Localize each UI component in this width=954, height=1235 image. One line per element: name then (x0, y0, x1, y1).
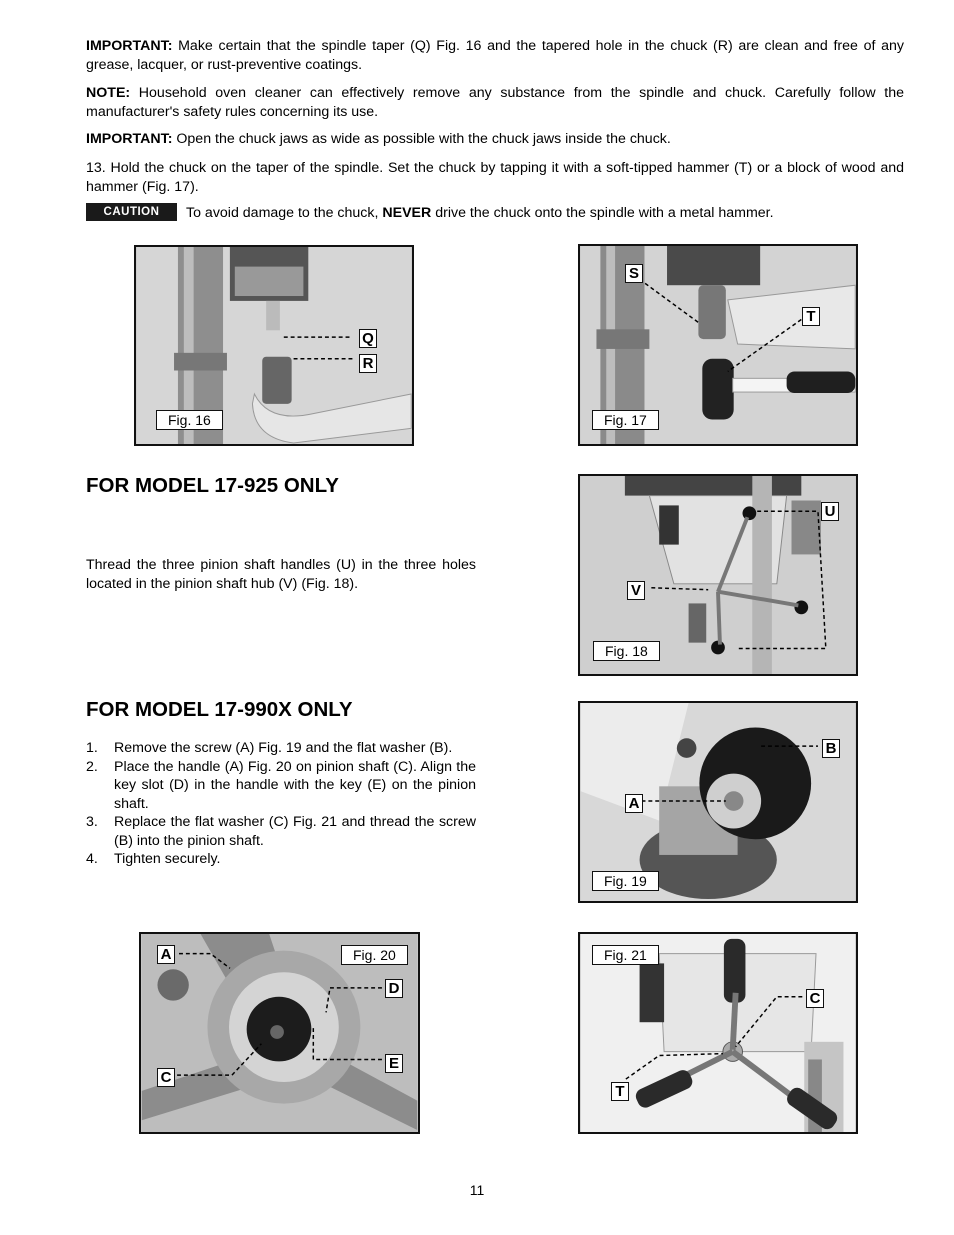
callout-d: D (385, 979, 403, 998)
model-17-990x-heading: FOR MODEL 17-990X ONLY (86, 698, 353, 721)
figure-20-label: Fig. 20 (341, 945, 408, 965)
figure-16-photo (134, 245, 414, 446)
caution-text-before: To avoid damage to the chuck, (186, 205, 383, 221)
caution-text (186, 205, 774, 222)
page-number: 11 (469, 1182, 485, 1198)
callout-u: U (821, 502, 839, 521)
callout-c: C (806, 989, 824, 1008)
figure-19-photo (578, 701, 858, 903)
list-item: 4. Tighten securely. (86, 851, 221, 867)
important-text-2: Open the chuck jaws as wide as possible with the chuck jaws inside the chuck. (172, 131, 671, 147)
caution-never: NEVER (382, 205, 432, 221)
figure-21-label: Fig. 21 (592, 945, 659, 965)
figure-16-label: Fig. 16 (156, 410, 223, 430)
list-item: 2. Place the handle (A) Fig. 20 on pinion shaft (C). Align the key slot (D) in the handle with the key (E) on the pinion shaft. (86, 758, 476, 812)
callout-e: E (385, 1054, 403, 1073)
callout-a: A (157, 945, 175, 964)
important-paragraph-1 (86, 37, 904, 75)
note-text: Household oven cleaner can effectively remove any substance from the spindle and chuck. Carefully follow the manufacturer's safety rules concerning its use. (86, 85, 904, 120)
step-13-paragraph: 13. Hold the chuck on the taper of the spindle. Set the chuck by tapping it with a soft-tipped hammer (T) or a block of wood and hammer (Fig. 17). (86, 160, 904, 195)
figure-17-photo (578, 244, 858, 446)
figure-18-photo (578, 474, 858, 676)
callout-t: T (611, 1082, 629, 1101)
model-17-990x-steps (86, 739, 476, 869)
list-item: 1. Remove the screw (A) Fig. 19 and the flat washer (B). (86, 740, 453, 756)
important-label: IMPORTANT: (86, 38, 173, 54)
callout-r: R (359, 354, 377, 373)
note-label: NOTE: (86, 85, 131, 101)
caution-badge: CAUTION (86, 203, 177, 221)
callout-a: A (625, 794, 643, 813)
figure-20-photo (139, 932, 420, 1134)
figure-17-label: Fig. 17 (592, 410, 659, 430)
important-text: Make certain that the spindle taper (Q) Fig. 16 and the tapered hole in the chuck (R) are clean and free of any grease, lacquer, or rust-preventive coatings. (86, 38, 904, 73)
callout-q: Q (359, 329, 377, 348)
important-label-2: IMPORTANT: (86, 131, 173, 147)
callout-t: T (802, 307, 820, 326)
callout-s: S (625, 264, 643, 283)
list-item: 3. Replace the flat washer (C) Fig. 21 and thread the screw (B) into the pinion shaft. (86, 814, 476, 849)
important-paragraph-2 (86, 130, 904, 149)
figure-21-photo (578, 932, 858, 1134)
model-17-925-heading: FOR MODEL 17-925 ONLY (86, 474, 339, 497)
figure-19-label: Fig. 19 (592, 871, 659, 891)
caution-text-after: drive the chuck onto the spindle with a metal hammer. (431, 205, 774, 221)
note-paragraph (86, 84, 904, 122)
callout-b: B (822, 739, 840, 758)
callout-v: V (627, 581, 645, 600)
callout-c: C (157, 1068, 175, 1087)
figure-18-label: Fig. 18 (593, 641, 660, 661)
model-17-925-instructions: Thread the three pinion shaft handles (U) in the three holes located in the pinion shaft hub (V) (Fig. 18). (86, 557, 476, 592)
